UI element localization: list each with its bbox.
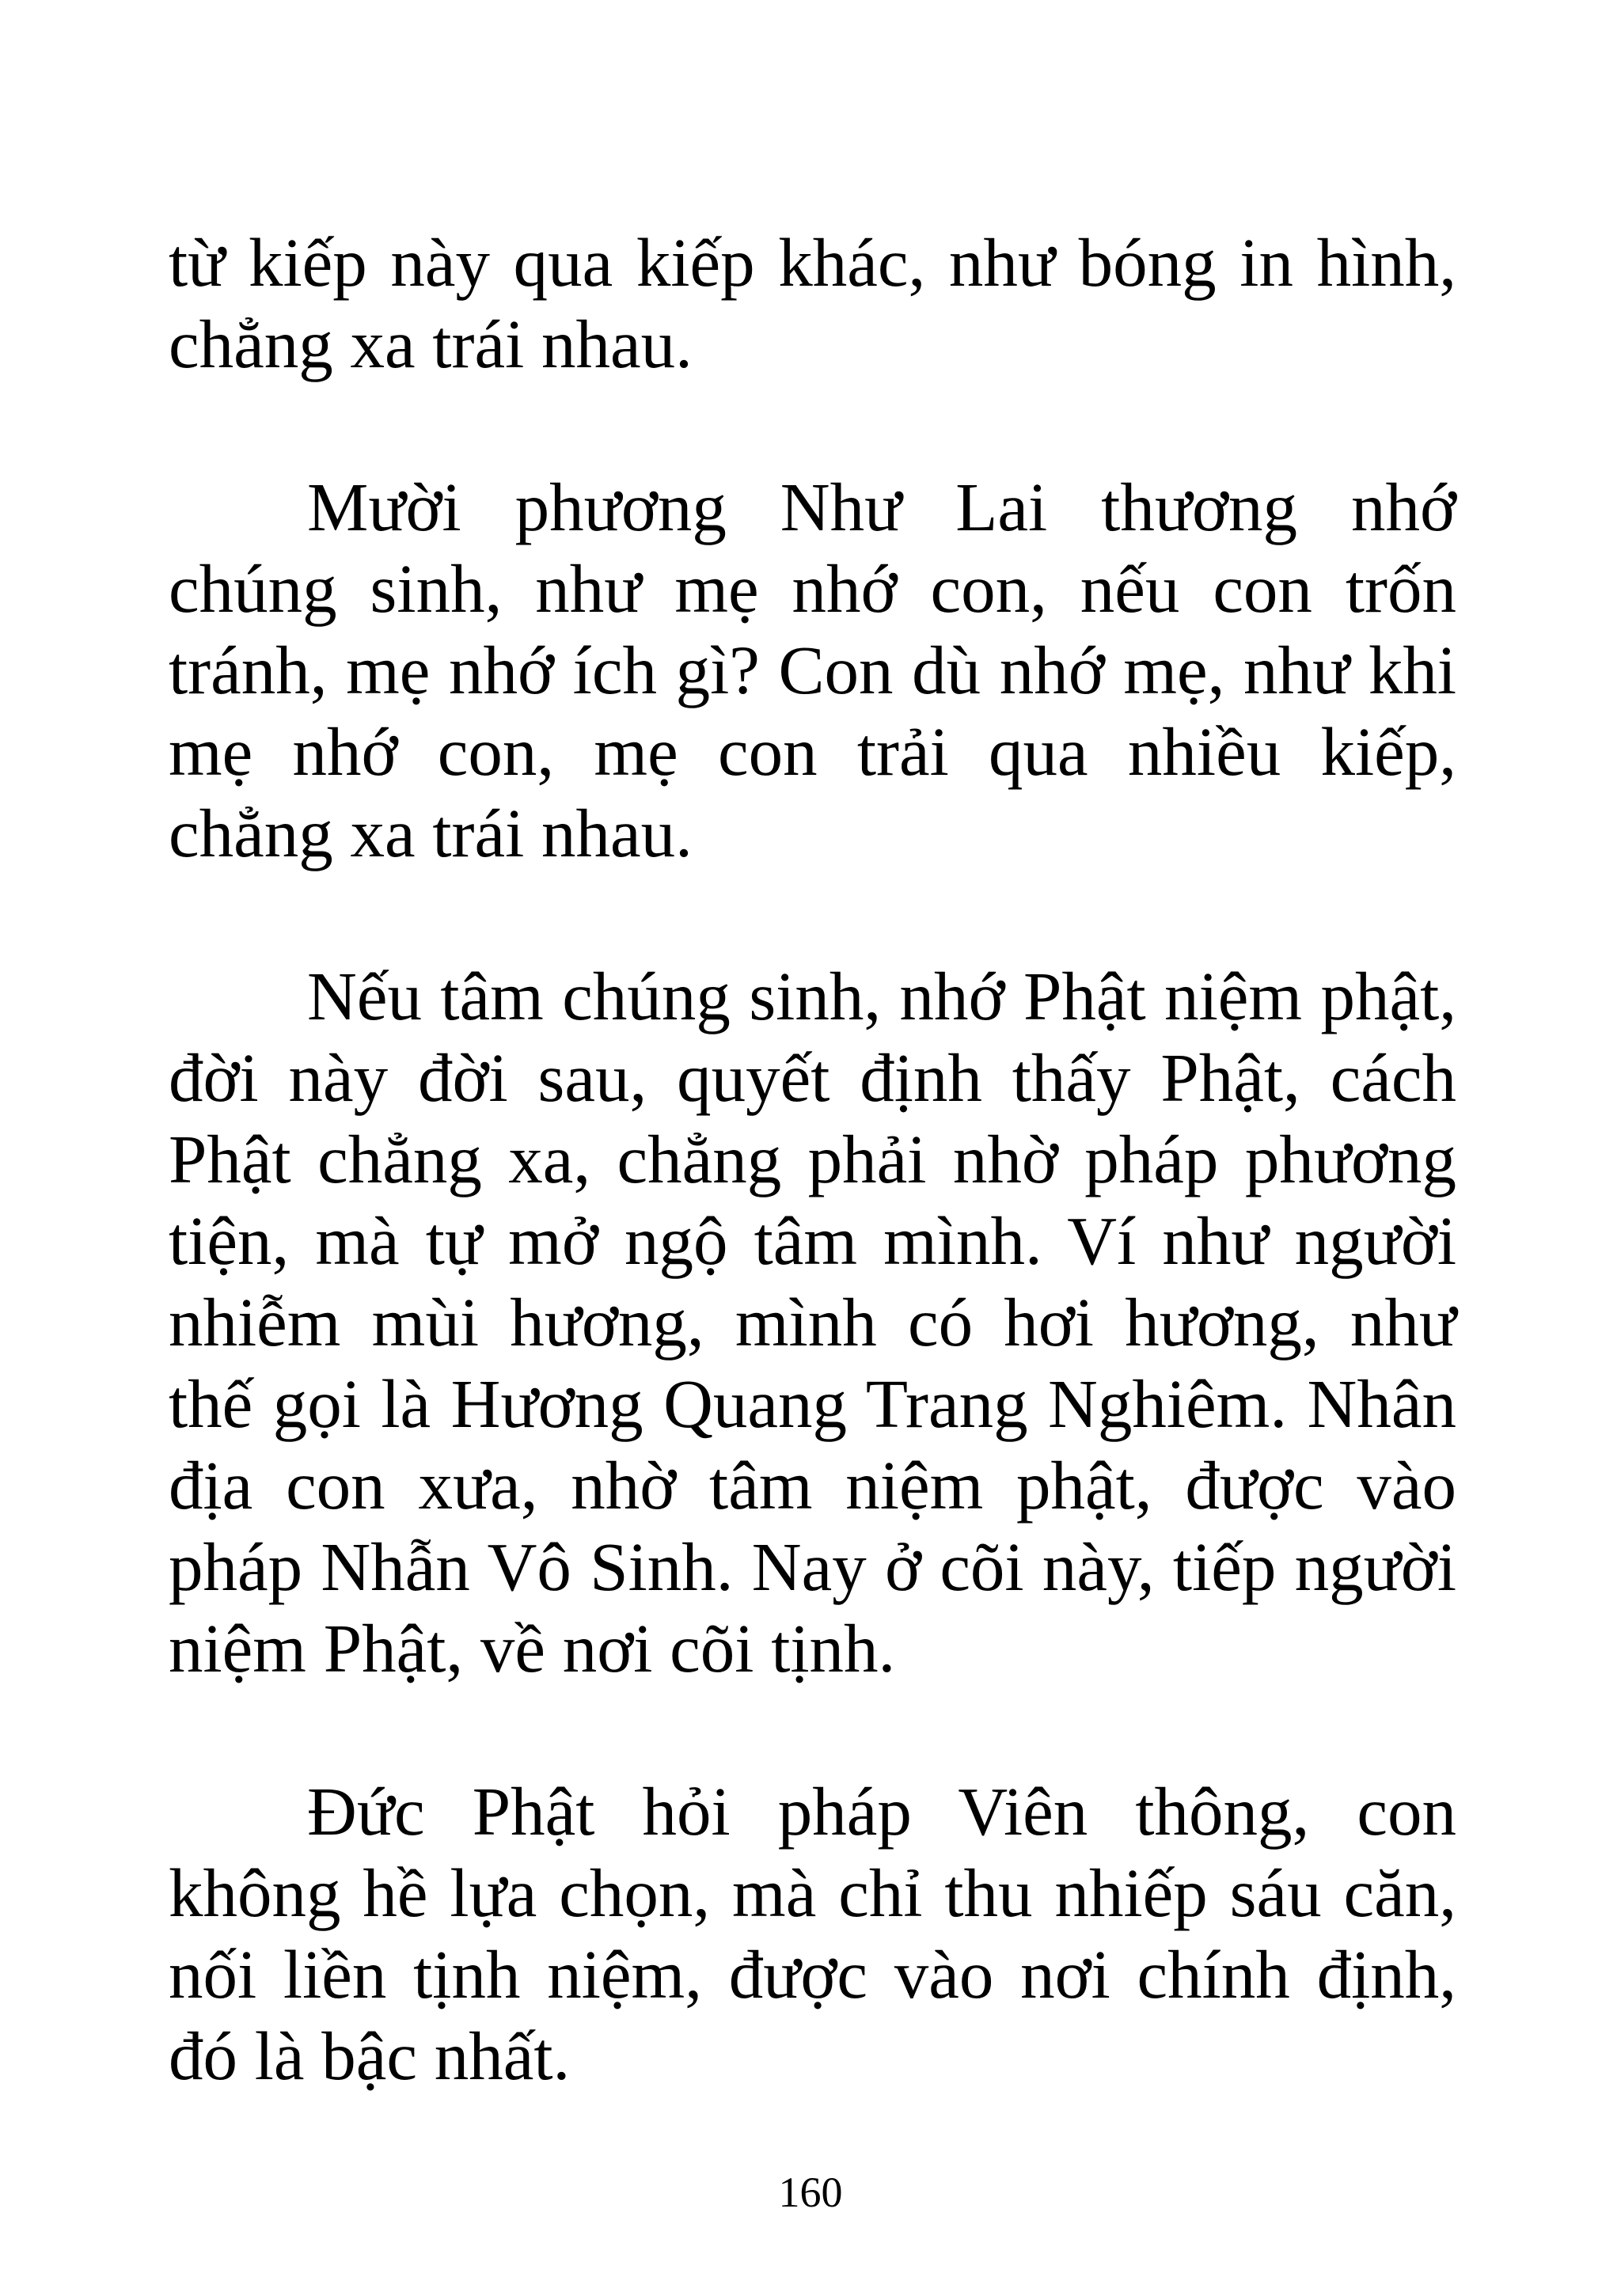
body-text: [169, 222, 1456, 2097]
page-number: 160: [778, 2169, 843, 2216]
paragraph-4: Đức Phật hỏi pháp Viên thông, con không hề lựa chọn, mà chỉ thu nhiếp sáu căn, nối liền tịnh niệm, được vào nơi chính định, đó là bậc nhất.: [169, 1773, 1456, 2094]
paragraph-2: Mười phương Như Lai thương nhớ chúng sinh, như mẹ nhớ con, nếu con trốn tránh, mẹ nhớ ích gì? Con dù nhớ mẹ, như khi mẹ nhớ con, mẹ con trải qua nhiều kiếp, chẳng xa trái nhau.: [169, 469, 1456, 871]
paragraph-1: từ kiếp này qua kiếp khác, như bóng in hình, chẳng xa trái nhau.: [169, 224, 1456, 382]
paragraph-3: Nếu tâm chúng sinh, nhớ Phật niệm phật, đời này đời sau, quyết định thấy Phật, cách Phật chẳng xa, chẳng phải nhờ pháp phương tiện, mà tự mở ngộ tâm mình. Ví như người nhiễm mùi hương, mình có hơi hương, như thế gọi là Hương Quang Trang Nghiêm. Nhân địa con xưa, nhờ tâm niệm phật, được vào pháp Nhẫn Vô Sinh. Nay ở cõi này, tiếp người niệm Phật, về nơi cõi tịnh.: [169, 958, 1456, 1687]
